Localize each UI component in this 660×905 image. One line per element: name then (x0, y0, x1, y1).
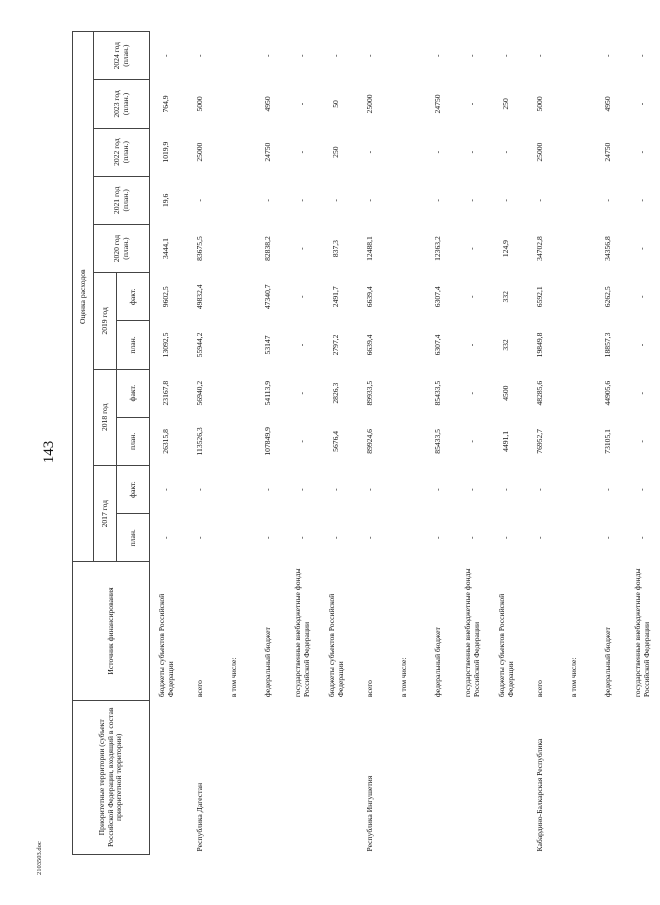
value-cell (388, 32, 422, 80)
source-cell: всего (535, 680, 545, 698)
table-body (150, 32, 660, 855)
table-row (150, 32, 184, 855)
value-cell: - (637, 199, 647, 202)
source-cell: государственные внебюджетные фонды Российской Федерации (292, 568, 311, 698)
territory-cell (456, 700, 490, 854)
territory-cell: Кабардино-Балкарская Республика (535, 738, 545, 852)
value-cell: - (467, 391, 477, 395)
value-cell: - (637, 247, 647, 250)
value-cell: - (263, 536, 273, 540)
value-cell (558, 321, 592, 369)
value-cell: 44905,6 (603, 380, 613, 406)
value-cell (388, 128, 422, 176)
value-cell: - (637, 391, 647, 395)
territory-cell (558, 700, 592, 854)
value-cell: - (297, 536, 307, 540)
value-cell: 2797,2 (331, 334, 341, 356)
value-cell: 25000 (195, 142, 205, 162)
value-cell: 26315,8 (161, 429, 171, 454)
value-cell: 1019,9 (161, 141, 171, 163)
value-cell: 18857,3 (603, 332, 613, 358)
table-row (218, 32, 252, 855)
table-row (524, 32, 558, 855)
value-cell: 5000 (535, 96, 545, 112)
value-cell: - (637, 440, 647, 443)
value-cell: 4491,1 (501, 430, 511, 452)
value-cell: - (501, 536, 511, 540)
header-year-2023: 2023 год (план.) (94, 80, 150, 128)
header-fact-2018: факт. (117, 369, 150, 417)
value-cell (558, 417, 592, 465)
value-cell: - (365, 488, 375, 491)
value-cell (218, 273, 252, 321)
table-row (252, 32, 286, 855)
value-cell: - (637, 536, 647, 540)
source-cell: бюджеты субъектов Российской Федерации (496, 593, 515, 698)
value-cell (388, 465, 422, 513)
source-cell: бюджеты субъектов Российской Федерации (326, 593, 345, 698)
value-cell: 34702,8 (535, 236, 545, 261)
value-cell: - (263, 488, 273, 491)
value-cell (558, 273, 592, 321)
header-plan-2017: план. (117, 514, 150, 562)
header-plan-2019: план. (117, 321, 150, 369)
value-cell: 24750 (433, 94, 443, 114)
value-cell: - (297, 295, 307, 299)
value-cell: - (433, 536, 443, 540)
value-cell: - (433, 54, 443, 57)
value-cell: - (297, 247, 307, 250)
source-cell: федеральный бюджет (263, 627, 273, 698)
value-cell: - (637, 488, 647, 491)
value-cell: 85433,5 (433, 429, 443, 454)
value-cell: - (467, 488, 477, 491)
territory-cell (320, 700, 354, 854)
value-cell: - (467, 247, 477, 250)
value-cell: 53147 (263, 335, 273, 355)
header-plan-2018: план. (117, 417, 150, 465)
value-cell (558, 128, 592, 176)
header-year-2017: 2017 год (94, 465, 117, 561)
value-cell: - (297, 391, 307, 395)
value-cell: 6307,4 (433, 334, 443, 356)
value-cell: - (331, 199, 341, 202)
value-cell: - (365, 536, 375, 540)
rotated-table-area (72, 31, 651, 855)
value-cell: 24750 (603, 142, 613, 162)
territory-cell (592, 700, 626, 854)
value-cell: - (331, 536, 341, 540)
value-cell: 5676,4 (331, 430, 341, 452)
territory-cell (422, 700, 456, 854)
territory-cell (218, 700, 252, 854)
value-cell (388, 321, 422, 369)
header-year-2018: 2018 год (94, 369, 117, 465)
value-cell: - (297, 199, 307, 202)
value-cell: - (467, 54, 477, 57)
header-year-2024: 2024 год (план.) (94, 32, 150, 80)
source-cell: всего (365, 680, 375, 698)
value-cell: - (195, 54, 205, 57)
value-cell (388, 80, 422, 128)
value-cell: - (195, 488, 205, 491)
value-cell: - (331, 54, 341, 57)
value-cell: - (467, 343, 477, 347)
table-row (388, 32, 422, 855)
table-row (184, 32, 218, 855)
value-cell (558, 80, 592, 128)
value-cell (388, 273, 422, 321)
value-cell: 56940,2 (195, 380, 205, 406)
value-cell: - (297, 440, 307, 443)
value-cell: 82838,2 (263, 236, 273, 261)
value-cell: 12363,2 (433, 236, 443, 261)
value-cell: - (365, 199, 375, 202)
value-cell: - (297, 102, 307, 106)
value-cell: - (467, 536, 477, 540)
value-cell: 19,6 (161, 193, 171, 207)
value-cell: 4500 (501, 385, 511, 401)
value-cell: - (467, 199, 477, 202)
value-cell: - (637, 150, 647, 154)
table-row (354, 32, 388, 855)
header-year-2021: 2021 год (план.) (94, 176, 150, 224)
value-cell (218, 417, 252, 465)
value-cell: 48285,6 (535, 380, 545, 406)
value-cell (388, 514, 422, 562)
value-cell: - (501, 150, 511, 154)
value-cell: 4950 (603, 96, 613, 112)
value-cell: - (297, 54, 307, 57)
value-cell (558, 224, 592, 272)
header-source: Источник финансирования (73, 562, 150, 700)
source-cell: государственные внебюджетные фонды Российской Федерации (632, 568, 651, 698)
header-year-2022: 2022 год (план.) (94, 128, 150, 176)
value-cell: - (501, 54, 511, 57)
source-cell: бюджеты субъектов Российской Федерации (157, 593, 175, 698)
document-code: 2103503.doc (36, 841, 43, 875)
source-cell: всего (195, 680, 205, 698)
value-cell: - (637, 54, 647, 57)
value-cell: 2491,7 (331, 286, 341, 308)
value-cell: 2826,3 (331, 382, 341, 404)
value-cell (558, 176, 592, 224)
value-cell: 34356,8 (603, 236, 613, 261)
value-cell: - (263, 54, 273, 57)
value-cell: 73105,1 (603, 429, 613, 454)
value-cell (218, 224, 252, 272)
value-cell: - (365, 150, 375, 154)
territory-cell (388, 700, 422, 854)
value-cell: 76952,7 (535, 429, 545, 454)
value-cell (558, 465, 592, 513)
value-cell: - (535, 488, 545, 491)
value-cell: 49832,4 (195, 284, 205, 310)
table-row (558, 32, 592, 855)
territory-cell: Республика Дагестан (195, 782, 205, 852)
header-fact-2019: факт. (117, 273, 150, 321)
value-cell (218, 80, 252, 128)
value-cell: - (603, 536, 613, 540)
source-cell: государственные внебюджетные фонды Российской Федерации (462, 568, 481, 698)
value-cell (218, 369, 252, 417)
value-cell: 89933,5 (365, 380, 375, 406)
value-cell: - (161, 488, 171, 491)
value-cell: 47340,7 (263, 284, 273, 310)
value-cell: - (433, 488, 443, 491)
value-cell: - (603, 199, 613, 202)
value-cell: 12488,1 (365, 236, 375, 261)
value-cell: 332 (501, 339, 511, 351)
value-cell: - (195, 199, 205, 202)
value-cell: - (603, 488, 613, 491)
value-cell: 332 (501, 291, 511, 303)
value-cell: - (297, 343, 307, 347)
value-cell: 6639,4 (365, 286, 375, 308)
value-cell: - (297, 488, 307, 491)
table-row (422, 32, 456, 855)
source-cell: в том числе: (399, 657, 409, 698)
value-cell: 13092,5 (161, 332, 171, 358)
value-cell: - (535, 199, 545, 202)
value-cell: 107849,9 (263, 427, 273, 456)
value-cell: - (535, 54, 545, 57)
value-cell: - (297, 150, 307, 154)
financing-table (72, 31, 660, 855)
value-cell: 250 (501, 98, 511, 110)
value-cell: 250 (331, 146, 341, 158)
value-cell: 85433,5 (433, 380, 443, 406)
value-cell: 124,9 (501, 240, 511, 258)
value-cell: 5000 (195, 96, 205, 112)
value-cell: 23167,8 (161, 380, 171, 406)
value-cell (218, 321, 252, 369)
header-fact-2017: факт. (117, 465, 150, 513)
value-cell: 837,3 (331, 240, 341, 258)
source-cell: федеральный бюджет (603, 627, 613, 698)
value-cell: 9602,5 (161, 286, 171, 308)
page-number: 143 (41, 440, 57, 464)
value-cell: - (195, 536, 205, 540)
header-territory: Приоритетные территории (субъект Российской Федерации, входящий в состав приоритетной территории) (73, 700, 150, 854)
table-row (286, 32, 320, 855)
territory-cell (252, 700, 286, 854)
value-cell: - (161, 536, 171, 540)
value-cell: - (637, 343, 647, 347)
value-cell: - (603, 54, 613, 57)
value-cell (388, 224, 422, 272)
territory-cell (286, 700, 320, 854)
header-year-2020: 2020 год (план.) (94, 224, 150, 272)
value-cell (388, 176, 422, 224)
value-cell: 24750 (263, 142, 273, 162)
value-cell: - (501, 488, 511, 491)
header-expenses: Оценка расходов (73, 32, 94, 562)
territory-cell: Республика Ингушетия (365, 775, 375, 852)
header-year-2019: 2019 год (94, 273, 117, 369)
territory-cell (626, 700, 660, 854)
value-cell: - (501, 199, 511, 202)
value-cell: - (467, 102, 477, 106)
value-cell: - (161, 54, 171, 57)
value-cell: 25000 (535, 142, 545, 162)
value-cell (218, 32, 252, 80)
value-cell: 19849,8 (535, 332, 545, 358)
value-cell: 6262,5 (603, 286, 613, 308)
value-cell: 3444,1 (161, 238, 171, 259)
value-cell: - (433, 150, 443, 154)
table-row (626, 32, 660, 855)
source-cell: в том числе: (229, 657, 239, 698)
value-cell: 764,9 (161, 95, 171, 113)
value-cell: - (535, 536, 545, 540)
value-cell: - (433, 199, 443, 202)
value-cell: - (467, 150, 477, 154)
value-cell: 6307,4 (433, 286, 443, 308)
value-cell: 54113,9 (263, 380, 273, 406)
value-cell: - (637, 102, 647, 106)
territory-cell (490, 700, 524, 854)
value-cell: 55944,2 (195, 332, 205, 358)
value-cell: 4950 (263, 96, 273, 112)
value-cell: - (467, 295, 477, 299)
value-cell: - (263, 199, 273, 202)
table-row (490, 32, 524, 855)
table-row (456, 32, 490, 855)
value-cell (218, 465, 252, 513)
source-cell: федеральный бюджет (433, 627, 443, 698)
value-cell: - (365, 54, 375, 57)
value-cell: 6639,4 (365, 334, 375, 356)
value-cell: 50 (331, 100, 341, 108)
value-cell: 25000 (365, 94, 375, 114)
value-cell (388, 369, 422, 417)
value-cell: 113526,3 (195, 427, 205, 456)
value-cell (558, 514, 592, 562)
value-cell: - (467, 440, 477, 443)
value-cell (558, 32, 592, 80)
value-cell (388, 417, 422, 465)
value-cell: 89924,6 (365, 429, 375, 454)
value-cell: 83675,5 (195, 236, 205, 261)
table-row (320, 32, 354, 855)
value-cell (558, 369, 592, 417)
table-row (592, 32, 626, 855)
value-cell: - (637, 295, 647, 299)
value-cell (218, 128, 252, 176)
value-cell (218, 514, 252, 562)
territory-cell (150, 700, 184, 854)
value-cell (218, 176, 252, 224)
source-cell: в том числе: (569, 657, 579, 698)
value-cell: 6592,1 (535, 286, 545, 308)
value-cell: - (331, 488, 341, 491)
